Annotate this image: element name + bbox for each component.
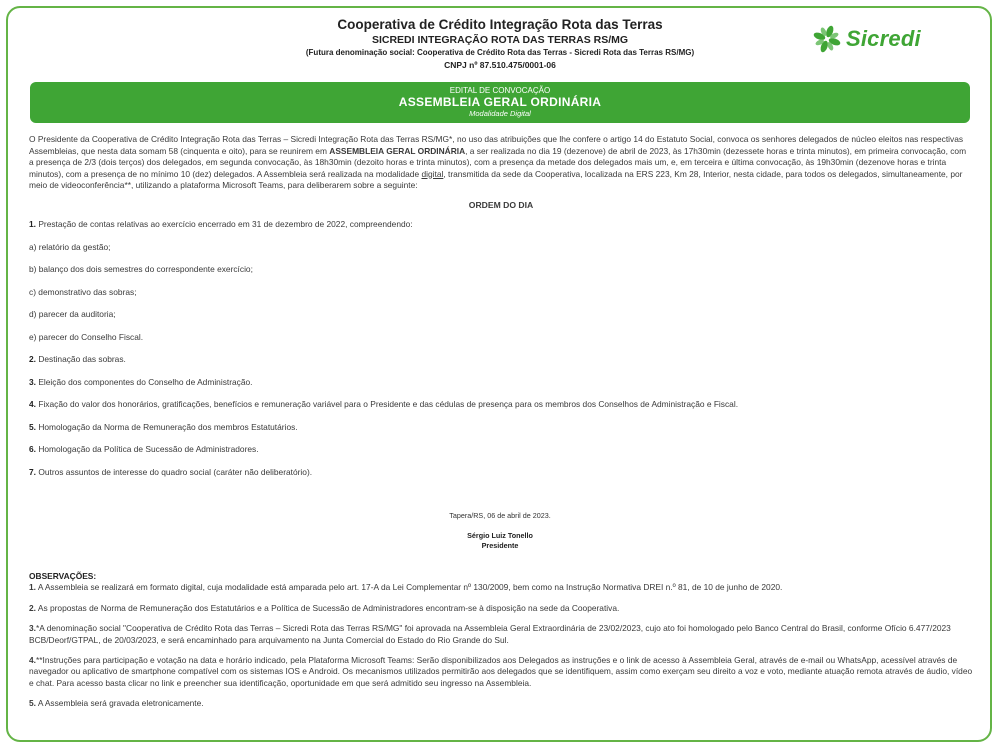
- agenda-item-text: c) demonstrativo das sobras;: [29, 286, 137, 297]
- agenda-item-text: e) parecer do Conselho Fiscal.: [29, 331, 144, 342]
- observation-number: 1.: [29, 582, 36, 593]
- agenda-item-number: 6.: [29, 444, 36, 454]
- agenda-item: [29, 354, 973, 366]
- observation-number: 2.: [29, 602, 36, 613]
- cnpj-number: CNPJ nº 87.510.475/0001-06: [444, 60, 556, 70]
- observation-text: *A denominação social "Cooperativa de Crédito Rota das Terras – Sicredi Rota das Terras RS/MG" foi aprovada na Assembleia Geral Extraordinária de 23/02/2023, cujo ato foi homologado pelo Banco Central do Brasil, conforme Ofício 6.477/2023 BCB/Deorf/GTPAL, de 20/03/2023, e será encaminhado para arquivamento na Junta Comercial do Estado do Rio Grande do Sul.: [29, 623, 951, 645]
- observation-item: [29, 655, 973, 689]
- agenda-item-number: 4.: [29, 399, 36, 409]
- sicredi-logo: [812, 24, 921, 54]
- observation-item: [29, 603, 973, 614]
- sicredi-logo-text: Sicredi: [846, 26, 921, 51]
- observation-text: A Assembleia se realizará em formato digital, cuja modalidade está amparada pelo art. 17-A da Lei Complementar nº 130/2009, bem como na Instrução Normativa DREI n.º 81, de 10 de junho de 2020.: [36, 582, 783, 593]
- observation-item: [29, 582, 973, 593]
- agenda-item-number: 2.: [29, 354, 36, 364]
- future-name-note: (Futura denominação social: Cooperativa de Crédito Rota das Terras - Sicredi Rota das Terras RS/MG): [305, 48, 695, 57]
- observation-item: [29, 623, 973, 646]
- intro-bold-assembly: ASSEMBLEIA GERAL ORDINÁRIA: [329, 145, 466, 156]
- agenda-item-number: 1.: [29, 219, 36, 229]
- agenda-item: [29, 467, 973, 479]
- intro-text-2: , a ser realizada no dia 19 (dezenove) de abril de 2023, às 17h30min (dezessete horas e trinta minutos), em primeira convocação, com a presença de 2/3 (dois terços) dos delegados, em segunda convocação, às 18h30min (dezoito horas e trinta minutos), com a presença da metade dos delegados mais um, e, em terceira e última convocação, às 19h30min (dezenove horas e trinta minutos), com a presença de no mínimo 10 (dez) delegados. A Assembleia será realizada na modalidade: [29, 145, 967, 179]
- agenda-item-number: 5.: [29, 421, 36, 432]
- observation-number: 3.: [29, 623, 36, 634]
- agenda-item: [29, 309, 973, 321]
- banner-mode: Modalidade Digital: [469, 109, 531, 118]
- intro-underlined-digital: digital: [421, 168, 444, 179]
- intro-paragraph: [29, 134, 973, 192]
- agenda-item: [29, 399, 973, 411]
- document-body: [29, 134, 973, 478]
- agenda-item: [29, 444, 973, 456]
- agenda-item-text: Prestação de contas relativas ao exercício encerrado em 31 de dezembro de 2022, compreendendo:: [36, 219, 413, 229]
- observation-item: [29, 698, 973, 709]
- agenda-item: [29, 287, 973, 299]
- cooperative-title: Cooperativa de Crédito Integração Rota das Terras: [337, 17, 663, 32]
- agenda-item-number: 3.: [29, 376, 36, 387]
- agenda-item: [29, 422, 973, 434]
- agenda-list: [29, 219, 973, 478]
- place-date: Tapera/RS, 06 de abril de 2023.: [449, 511, 551, 520]
- agenda-item-text: Destinação das sobras.: [36, 354, 126, 364]
- agenda-item: [29, 332, 973, 344]
- agenda-item-text: d) parecer da auditoria;: [29, 309, 116, 319]
- banner-label: EDITAL DE CONVOCAÇÃO: [449, 86, 551, 95]
- agenda-item: [29, 219, 973, 231]
- agenda-item: [29, 264, 973, 276]
- agenda-item-text: Outros assuntos de interesse do quadro social (caráter não deliberatório).: [36, 466, 313, 477]
- agenda-item: [29, 377, 973, 389]
- observations-title: OBSERVAÇÕES:: [29, 571, 97, 581]
- agenda-item-number: 7.: [29, 466, 36, 477]
- notice-banner: [30, 82, 970, 123]
- signer-role: Presidente: [481, 541, 519, 550]
- observations-section: [29, 571, 973, 710]
- observation-number: 5.: [29, 698, 36, 709]
- signer-name: Sérgio Luiz Tonello: [467, 531, 533, 540]
- observation-text: **Instruções para participação e votação na data e horário indicado, pela Plataforma Microsoft Teams: Serão disponibilizados aos Delegados as instruções e o link de acesso à Assembleia Geral, através de e-mail ou WhatsApp, acessível através de navegador ou aplicativo de smartphone compatível com os sistemas IOS e Android. Os mecanismos utilizados permitirão aos delegados que se identifiquem, assim como exerçam seu direito a voz e voto, mediante atuação remota através de áudio, vídeo e chat. Para acesso basta clicar no link e preencher sua identificação, oportunidade em que será admitido seu ingresso na Assembleia.: [29, 655, 973, 688]
- cooperative-subtitle: SICREDI INTEGRAÇÃO ROTA DAS TERRAS RS/MG: [371, 34, 629, 46]
- sicredi-pinwheel-icon: [812, 24, 842, 54]
- agenda-item-text: Fixação do valor dos honorários, gratificações, benefícios e remuneração variável para o Presidente e das cédulas de presença para os membros dos Conselhos de Administração e Fiscal.: [36, 399, 739, 409]
- agenda-item-text: Homologação da Norma de Remuneração dos membros Estatutários.: [36, 421, 298, 432]
- agenda-item-text: Eleição dos componentes do Conselho de Administração.: [36, 376, 253, 387]
- observation-text: As propostas de Norma de Remuneração dos Estatutários e a Política de Sucessão de Administradores encontram-se à disposição na sede da Cooperativa.: [36, 602, 620, 613]
- agenda-item-text: Homologação da Política de Sucessão de Administradores.: [36, 444, 259, 454]
- intro-text-1: O Presidente da Cooperativa de Crédito Integração Rota das Terras – Sicredi Integração Rota das Terras RS/MG*, no uso das atribuições que lhe confere o artigo 14 do Estatuto Social, convoca os senhores delegados de núcleo eleitos nas respectivas Assembleias, que nesta data somam 58 (cinquenta e oito), para se reunirem em: [29, 134, 964, 156]
- observation-number: 4.: [29, 655, 36, 666]
- agenda-item: [29, 242, 973, 254]
- agenda-item-text: a) relatório da gestão;: [29, 241, 111, 252]
- observation-text: A Assembleia será gravada eletronicamente.: [36, 698, 204, 709]
- agenda-heading: ORDEM DO DIA: [468, 199, 534, 210]
- agenda-item-text: b) balanço dos dois semestres do correspondente exercício;: [29, 264, 253, 274]
- banner-title: ASSEMBLEIA GERAL ORDINÁRIA: [398, 95, 602, 109]
- intro-text-3: , transmitida da sede da Cooperativa, localizada na ERS 223, Km 28, Interior, nesta cidade, para todos os delegados, simultaneamente, por meio de videoconferência**, utilizando a plataforma Microsoft Teams, para deliberarem sobre a seguinte:: [29, 168, 963, 190]
